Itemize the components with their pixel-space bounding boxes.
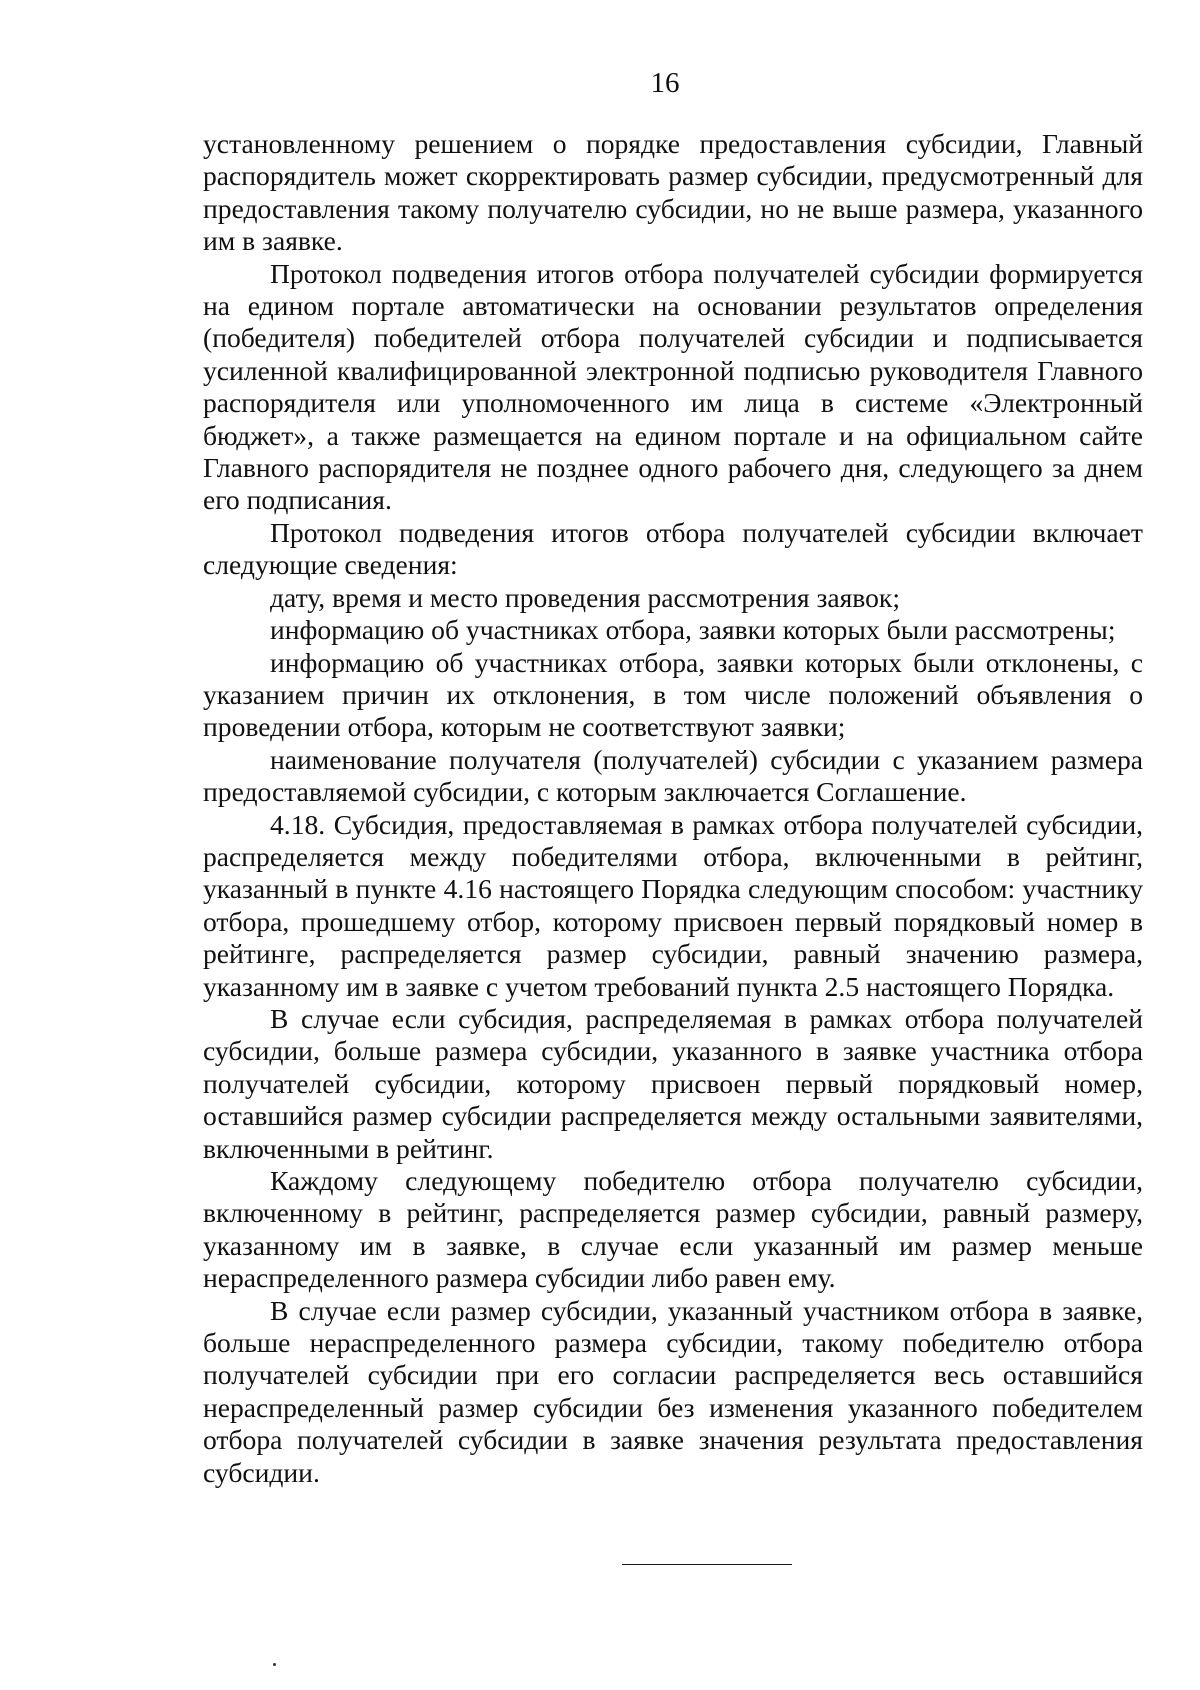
paragraph: В случае если субсидия, распределяемая в рамках отбора получателей субсидии, больше размера субсидии, указанного в заявке участника отбора получателей субсидии, которому присвоен первый порядковый номер, оставшийся размер субсидии распределяется между остальными заявителями, включенными в рейтинг. [203, 1002, 1143, 1164]
list-item: информацию об участниках отбора, заявки которых были рассмотрены; [270, 614, 1116, 646]
paragraph: Протокол подведения итогов отбора получателей субсидии включает следующие сведения: [203, 516, 1143, 581]
end-of-text-rule [622, 1564, 792, 1565]
list-item: дату, время и место проведения рассмотрения заявок; [270, 581, 900, 613]
page-number: 16 [650, 67, 680, 99]
clause-4-18: 4.18. Субсидия, предоставляемая в рамках отбора получателей субсидии, распределяется между победителями отбора, включенными в рейтинг, указанный в пункте 4.16 настоящего Порядка следующим способом: участнику отбора, прошедшему отбор, которому присвоен первый порядковый номер в рейтинге, распределяется размер субсидии, равный значению размера, указанному им в заявке с учетом требований пункта 2.5 настоящего Порядка. [203, 808, 1143, 1002]
paragraph: Протокол подведения итогов отбора получателей субсидии формируется на едином портале автоматически на основании результатов определения (победителя) победителей отбора получателей субсидии и подписывается усиленной квалифицированной электронной подписью руководителя Главного распорядителя или уполномоченного им лица в системе «Электронный бюджет», а также размещается на едином портале и на официальном сайте Главного распорядителя не позднее одного рабочего дня, следующего за днем его подписания. [203, 257, 1143, 516]
list-item: наименование получателя (получателей) субсидии с указанием размера предоставляемой субсидии, с которым заключается Соглашение. [203, 743, 1143, 808]
paragraph: установленному решением о порядке предоставления субсидии, Главный распорядитель может скорректировать размер субсидии, предусмотренный для предоставления такому получателю субсидии, но не выше размера, указанного им в заявке. [203, 128, 1143, 257]
list-item: информацию об участниках отбора, заявки которых были отклонены, с указанием причин их отклонения, в том числе положений объявления о проведении отбора, которым не соответствуют заявки; [203, 646, 1143, 743]
paragraph: В случае если размер субсидии, указанный участником отбора в заявке, больше нераспределенного размера субсидии, такому победителю отбора получателей субсидии при его согласии распределяется весь оставшийся нераспределенный размер субсидии без изменения указанного победителем отбора получателей субсидии в заявке значения результата предоставления субсидии. [203, 1294, 1143, 1488]
scan-artifact-dot [273, 1663, 276, 1666]
document-body [203, 128, 1143, 1489]
paragraph: Каждому следующему победителю отбора получателю субсидии, включенному в рейтинг, распределяется размер субсидии, равный размеру, указанному им в заявке, в случае если указанный им размер меньше нераспределенного размера субсидии либо равен ему. [203, 1165, 1143, 1294]
